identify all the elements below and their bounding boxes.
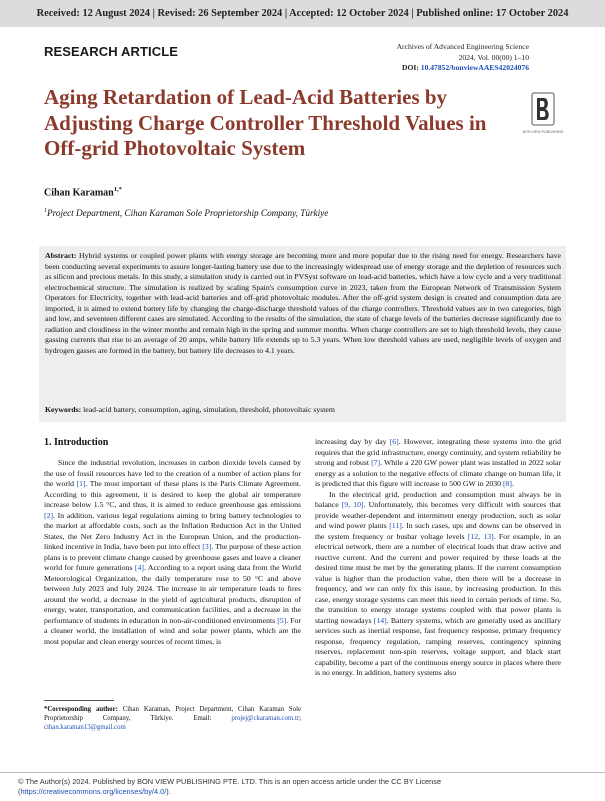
citation-link[interactable]: [2] [44, 510, 54, 520]
doi-line [397, 63, 529, 74]
citation-link[interactable]: [4] [134, 563, 144, 573]
email-link[interactable]: projej@ckaraman.com.tr [231, 715, 300, 723]
citation-link[interactable]: [11] [389, 521, 402, 531]
affiliation [44, 208, 328, 218]
bon-view-logo-icon [531, 92, 555, 126]
author-name: Cihan Karaman [44, 187, 114, 199]
license-notice: © The Author(s) 2024. Published by BON VIEW PUBLISHING PTE. LTD. This is an open access article under the CC BY License (https://creativecommons.org/licenses/by/4.0/). [18, 777, 442, 797]
corresponding-author-footnote: *Corresponding author: Cihan Karaman, Project Department, Cihan Karaman Sole Proprietorship Company, Türkiye. Email: projej@ckaraman.com.tr; cihan.karaman13@gmail.com [44, 706, 302, 732]
publication-dates-bar [0, 0, 605, 27]
article-type: RESEARCH ARTICLE [44, 44, 179, 59]
citation-link[interactable]: [12 [467, 531, 479, 541]
citation-link[interactable]: [9, 10] [341, 500, 364, 510]
keywords [45, 405, 561, 416]
abstract-label: Abstract: [45, 251, 77, 260]
citation-link[interactable]: [6] [389, 437, 399, 446]
journal-volume: 2024, Vol. 00(00) 1–10 [458, 52, 529, 62]
journal-info [397, 42, 529, 74]
author-line [44, 186, 122, 198]
abstract [45, 251, 561, 356]
affiliation-mark: 1 [44, 208, 47, 214]
email-link[interactable]: cihan.karaman13@gmail.com [44, 724, 126, 732]
logo-text: BON VIEW PUBLISHING [522, 130, 564, 134]
bottom-divider [0, 772, 605, 773]
intro-paragraph-1: Since the industrial revolution, increases in carbon dioxide levels caused by the use of fossil resources have led to the creation of a number of action plans for the world [1]. The most important of these plans is the Paris Climate Agreement. According to this agreement, it is desired to keep the global air temperature increase below 1.5 °C, and thus, it is aimed to reduce greenhouse gas emissions [2]. In addition, various legal regulations aiming to bring battery technologies to the market at affordable costs, such as the Inflation Reduction Act in the United States, the Net Zero Industry Act in the European Union, and the production-linked incentive in India, have been put into effect [3]. The purpose of these action plans is to prevent climate change caused by greenhouse gases and leave a cleaner world for future generations [4]. According to a report using data from the World Meteorological Organization, the daily temperature rose to 50 °C and above between July 2023 and July 2024. The increase in air temperature leads to fires around the world, a decrease in the yield of agricultural products, disruption of energy, water, transportation, and communication facilities, and a decrease in the performance of students in education in non-air-conditioned environments [5]. For a cleaner world, the installation of wind and solar power plants, which are the most popular and clean energy sources of recent times, is [44, 458, 301, 646]
license-link[interactable]: https://creativecommons.org/licenses/by/4.0/ [20, 787, 167, 797]
publication-dates: Received: 12 August 2024 | Revised: 26 September 2024 | Accepted: 12 October 2024 | Published online: 17 October 2024 [36, 8, 569, 19]
left-column [44, 458, 301, 647]
citation-link[interactable]: [3] [202, 542, 212, 552]
abstract-text: Hybrid systems or coupled power plants with energy storage are becoming more and more popular due to the rising need for energy. Researchers have been conducting several experiments to assure longer-lasting battery use due to the increasingly widespread use of energy storage and the depletion of resources such as silicon and precious metals. In this study, a simulation study is carried out in PVSyst software on lead-acid batteries, which have a low cycle and a very traditional electrochemical structure. The simulation is realized by scaling Spain's consumption curve in 2023, taken from the European Network of Transmission System Operators for Electricity, together with lead-acid batteries and off-grid photovoltaic modules. After the off-grid system design is created and consumption data are imported, it is aimed to extend battery life by changing the charge-discharge threshold values of the charge controllers. Threshold values are in two categories, high and low, and seventeen different cases are simulated. According to the results of the simulation, the state of charge levels of the batteries decrease significantly due to radiation and cloudiness in the winter months and remain high in the spring and summer months. When charge controllers are set to high threshold levels, they cause gassing currents that rise to an average of 20 amps, while battery life extends up to 5.3 years. When low threshold values are used, negligible levels of oxygen and hydrogen gasses are formed in the battery, but battery life decreases to 4.1 years. [45, 251, 561, 355]
doi-label: DOI: [401, 63, 419, 73]
affiliation-text: Project Department, Cihan Karaman Sole Proprietorship Company, Türkiye [47, 208, 329, 219]
intro-paragraph-1-continued: increasing day by day [6]. However, integrating these systems into the grid requires that the grid infrastructure, energy continuity, and system reliability be strong and robust [7]. While a 220 GW power plant was installed in 2022 solar energy as a solution to the negative effects of climate change on human life, it is predicted that this figure will increase to 500 GW in 2030 [8]. [315, 437, 561, 489]
footnote-label: *Corresponding author: [44, 706, 118, 713]
citation-link[interactable]: [1] [76, 479, 86, 489]
journal-name: Archives of Advanced Engineering Science [396, 42, 529, 51]
citation-link[interactable]: [7] [371, 458, 381, 468]
right-column [315, 437, 561, 679]
article-title: Aging Retardation of Lead-Acid Batteries by Adjusting Charge Controller Threshold Values in Off-grid Photovoltaic System [44, 85, 487, 160]
footnote-divider [44, 700, 114, 701]
citation-link[interactable]: [5] [277, 615, 287, 625]
section-heading-introduction: 1. Introduction [44, 437, 109, 448]
intro-paragraph-2: In the electrical grid, production and consumption must always be in balance [9, 10]. Unfortunately, this becomes very difficult with sources that provide weather-dependent and intermittent energy production, such as solar and wind power plants [11]. In such cases, ups and downs can be observed in the system frequency or busbar voltage levels [12, 13]. For example, in an electrical network, there are a number of electrical loads that draw active and reactive current. And the current and power required by these loads at the desired time must be met by the generating plants. If the current consumption value is higher than the production value, then there will be a decrease in frequency, and we can only fix this issue, by increasing production. In this case, energy storage systems can meet this need in certain periods of time. So, the transition to energy storage systems coupled with that power plants is starting nowadays [14]. Battery systems, which are generally used as ancillary services such as inertial response, fast frequency response, primary frequency response, frequency regulation, ramping reserves, contingency spinning reserves, replacement non-spin reserves, voltage support, and black start capability, become a part of the continuous energy source in places where there is no energy. In addition, battery systems also [315, 489, 562, 678]
citation-link[interactable]: [8] [502, 479, 513, 489]
citation-link[interactable]: [14] [373, 615, 387, 625]
license-text: © The Author(s) 2024. Published by BON VIEW PUBLISHING PTE. LTD. This is an open access article under the CC BY License ( [18, 777, 442, 797]
footnote-text: Cihan Karaman, Project Department, Cihan Karaman Sole Proprietorship Company, Türkiye. Email: [44, 706, 302, 723]
keywords-label: Keywords: [45, 405, 82, 414]
author-marks: 1,* [113, 186, 122, 193]
keywords-text: lead-acid battery, consumption, aging, simulation, threshold, photovoltaic system [81, 405, 335, 414]
doi-link[interactable]: 10.47852/bonviewAAES42024076 [420, 63, 529, 73]
citation-link[interactable]: 13] [483, 531, 494, 541]
